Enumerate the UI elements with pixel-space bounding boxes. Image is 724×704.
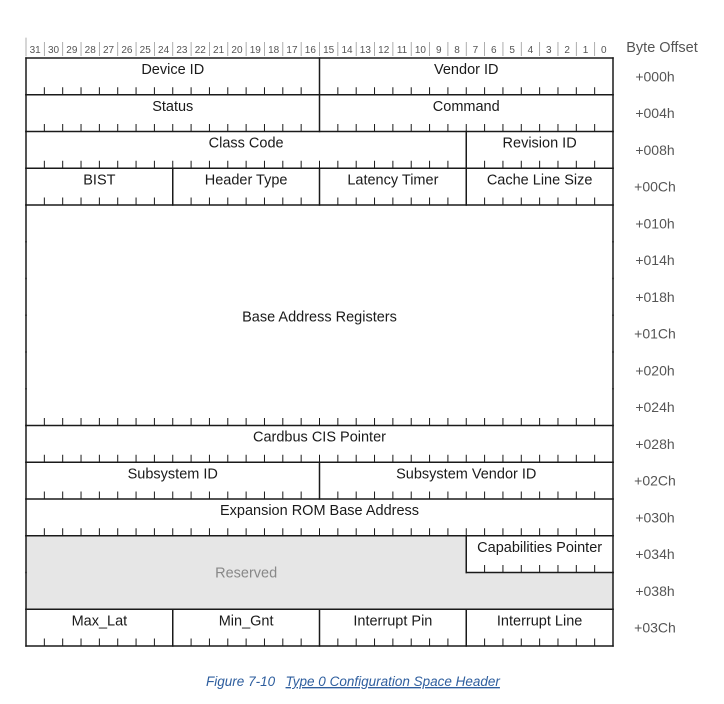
bit-number: 18 — [268, 45, 280, 56]
bit-number: 2 — [564, 45, 570, 56]
field-label: Capabilities Pointer — [477, 539, 603, 556]
field-label: Subsystem Vendor ID — [396, 466, 537, 483]
field-label: Device ID — [141, 62, 205, 78]
byte-offset-label: +010h — [635, 215, 675, 232]
byte-offset-label: +030h — [635, 509, 675, 526]
field-label: Interrupt Pin — [353, 613, 433, 630]
bit-number: 24 — [158, 45, 170, 56]
bit-number: 5 — [509, 45, 515, 56]
byte-offset-label: +034h — [635, 546, 675, 563]
field-label: Vendor ID — [434, 62, 499, 78]
byte-offset-label: +024h — [635, 399, 675, 416]
bit-number: 31 — [29, 45, 41, 56]
byte-offset-header: Byte Offset — [626, 40, 698, 56]
base-address-registers-label: Base Address Registers — [242, 309, 397, 326]
bit-number: 28 — [84, 45, 96, 56]
byte-offset-label: +02Ch — [634, 472, 676, 489]
bit-number: 6 — [490, 45, 497, 56]
field-label: Class Code — [208, 135, 284, 152]
bit-number: 12 — [378, 45, 390, 56]
byte-offset-label: +03Ch — [634, 619, 676, 636]
bit-number: 15 — [323, 45, 335, 56]
byte-offset-label: +028h — [635, 435, 675, 452]
field-label: Subsystem ID — [127, 466, 218, 483]
bit-number: 14 — [341, 45, 353, 56]
bit-number: 27 — [102, 45, 115, 56]
byte-offset-label: +014h — [635, 252, 675, 269]
field-label: Revision ID — [502, 135, 577, 152]
bit-number: 4 — [527, 45, 534, 56]
byte-offset-label: +038h — [635, 582, 675, 599]
bit-number: 17 — [286, 45, 298, 56]
figure-caption — [206, 673, 500, 690]
bit-number: 21 — [213, 45, 225, 56]
field-label: Header Type — [204, 172, 288, 189]
field-label: Max_Lat — [71, 613, 128, 630]
field-label: Status — [152, 98, 194, 115]
bit-number: 16 — [304, 45, 316, 56]
field-label: Interrupt Line — [496, 613, 583, 630]
bit-number: 1 — [582, 45, 589, 56]
byte-offset-label: +004h — [635, 105, 675, 122]
bit-number: 10 — [414, 45, 426, 56]
field-label: Expansion ROM Base Address — [219, 503, 420, 519]
byte-offset-label: +008h — [635, 141, 675, 158]
figure-title: Type 0 Configuration Space Header — [285, 674, 500, 689]
bit-number: 29 — [66, 45, 78, 56]
figure-number: Figure 7-10 — [206, 674, 276, 689]
byte-offset-label: +020h — [635, 362, 675, 379]
bit-number: 7 — [472, 45, 479, 56]
field-label: Latency Timer — [347, 172, 439, 189]
field-label: Cardbus CIS Pointer — [253, 429, 386, 446]
bit-number: 8 — [454, 45, 460, 56]
bit-number: 19 — [249, 45, 261, 56]
bit-number: 25 — [139, 45, 151, 56]
field-label: BIST — [83, 172, 116, 189]
bit-number: 11 — [396, 45, 408, 56]
byte-offset-label: +01Ch — [634, 325, 676, 342]
reserved-label: Reserved — [215, 565, 278, 582]
byte-offset-label: +000h — [635, 68, 675, 85]
bit-number: 30 — [47, 45, 60, 56]
field-label: Min_Gnt — [218, 613, 274, 630]
bit-number: 22 — [194, 45, 206, 56]
bit-number: 13 — [359, 45, 371, 56]
byte-offset-label: +018h — [635, 288, 675, 305]
byte-offset-label: +00Ch — [634, 178, 676, 195]
bit-number: 9 — [435, 45, 442, 56]
bit-number: 3 — [546, 45, 552, 56]
bit-number: 0 — [601, 45, 607, 56]
bit-number: 20 — [231, 45, 243, 56]
field-label: Command — [432, 98, 500, 115]
field-label: Cache Line Size — [486, 172, 593, 189]
bit-number: 26 — [121, 45, 133, 56]
bit-number: 23 — [176, 45, 188, 56]
